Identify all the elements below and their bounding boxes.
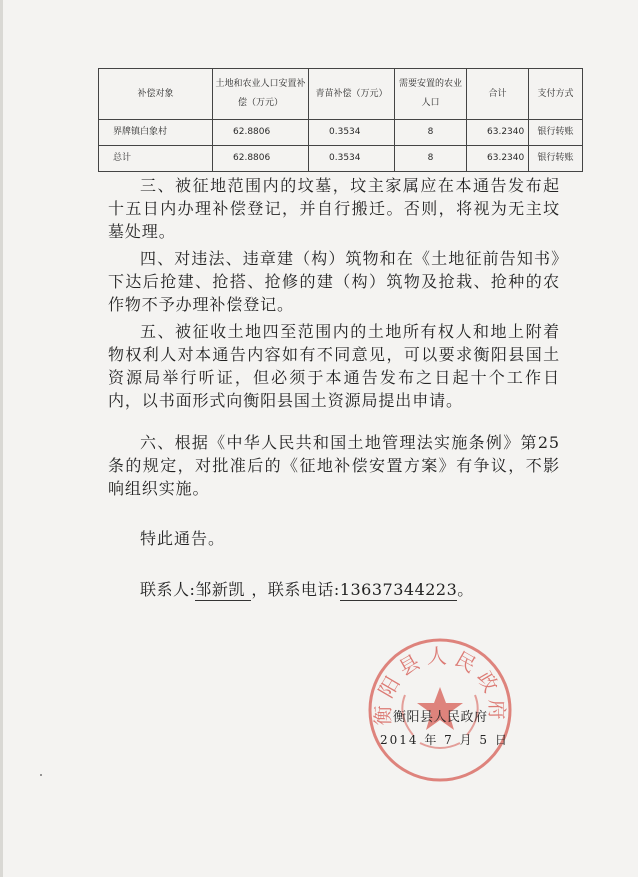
paragraph-graves: 三、被征地范围内的坟墓，坟主家属应在本通告发布起十五日内办理补偿登记，并自行搬迁。否则，将视为无主坟墓处理。 <box>108 176 560 241</box>
issue-date: 2014 年 7 月 5 日 <box>380 733 509 747</box>
paragraph-regulation: 六、根据《中华人民共和国土地管理法实施条例》第25条的规定，对批准后的《征地补偿安置方案》有争议，不影响组织实施。 <box>108 433 560 498</box>
cell-object: 总计 <box>99 146 213 172</box>
scan-edge <box>0 0 3 877</box>
cell-crop: 0.3534 <box>309 120 395 146</box>
contact-person-label: 联系人: <box>140 580 196 599</box>
cell-crop: 0.3534 <box>309 146 395 172</box>
cell-total: 63.2340 <box>467 146 529 172</box>
cell-total: 63.2340 <box>467 120 529 146</box>
cell-payment: 银行转账 <box>529 120 583 146</box>
table-row <box>99 146 583 172</box>
cell-population: 8 <box>395 146 467 172</box>
paragraph-hearing: 五、被征收土地四至范围内的土地所有权人和地上附着物权利人对本通告内容如有不同意见，可以要求衡阳县国土资源局举行听证，但必须于本通告发布之日起十个工作日内，以书面形式向衡阳县国土资源局提出申请。 <box>108 322 560 410</box>
contact-phone-label: ，联系电话: <box>251 580 340 599</box>
header-crop-compensation: 青苗补偿（万元） <box>309 69 395 120</box>
scan-mark <box>40 774 42 776</box>
cell-payment: 银行转账 <box>529 146 583 172</box>
paragraph-illegal-structures: 四、对违法、违章建（构）筑物和在《土地征前告知书》下达后抢建、抢搭、抢修的建（构）筑物及抢栽、抢种的农作物不予办理补偿登记。 <box>108 249 560 314</box>
seal-text: 衡阳县人民政府 <box>370 644 510 726</box>
header-land-compensation: 土地和农业人口安置补偿（万元） <box>213 69 309 120</box>
header-population: 需要安置的农业人口 <box>395 69 467 120</box>
cell-land: 62.8806 <box>213 120 309 146</box>
cell-object: 界牌镇白象村 <box>99 120 213 146</box>
table-row <box>99 120 583 146</box>
header-payment: 支付方式 <box>529 69 583 120</box>
header-object: 补偿对象 <box>99 69 213 120</box>
table-header-row <box>99 69 583 120</box>
contact-end: 。 <box>457 580 474 599</box>
cell-population: 8 <box>395 120 467 146</box>
cell-land: 62.8806 <box>213 146 309 172</box>
header-total: 合计 <box>467 69 529 120</box>
contact-line <box>140 577 474 601</box>
compensation-table <box>98 68 583 172</box>
contact-person: 邹新凯 <box>195 581 251 601</box>
closing-notice: 特此通告。 <box>140 529 226 548</box>
issuing-organization: 衡阳县人民政府 <box>393 710 488 725</box>
contact-phone: 13637344223 <box>339 580 458 599</box>
